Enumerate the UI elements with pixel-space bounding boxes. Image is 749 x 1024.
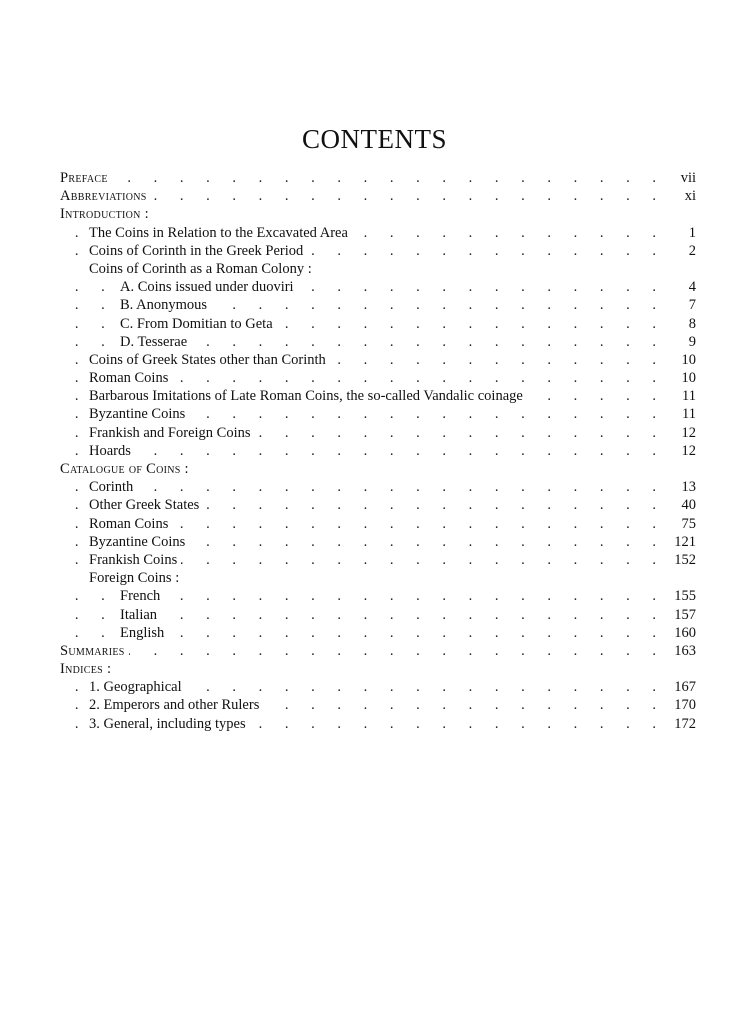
toc-entry-title: A. Coins issued under duoviri <box>120 279 298 295</box>
toc-page-number: 11 <box>678 387 696 405</box>
toc-entry[interactable] <box>60 387 696 405</box>
toc-entry-title: French <box>120 588 164 604</box>
toc-entry-title: Frankish and Foreign Coins <box>89 425 255 441</box>
toc-entry-title: 3. General, including types <box>89 716 250 732</box>
toc-entry-title: Introduction : <box>60 206 153 222</box>
toc-entry[interactable] <box>60 587 696 605</box>
toc-entry[interactable] <box>60 496 696 514</box>
toc-page-number: 8 <box>685 315 696 333</box>
toc-page-number: 163 <box>670 642 696 660</box>
dot-leader <box>60 187 696 205</box>
toc-entry-title: Hoards <box>89 443 135 459</box>
toc-entry[interactable] <box>60 678 696 696</box>
toc-entry[interactable] <box>60 296 696 314</box>
toc-page-number: 75 <box>678 515 697 533</box>
toc-entry[interactable] <box>60 242 696 260</box>
toc-page-number: 40 <box>678 496 697 514</box>
page-title: CONTENTS <box>302 124 447 154</box>
toc-entry-title: Roman Coins <box>89 370 172 386</box>
toc-entry-title: 1. Geographical <box>89 679 186 695</box>
dot-leader <box>60 442 696 460</box>
toc-entry-title: B. Anonymous <box>120 297 211 313</box>
toc-entry-title: C. From Domitian to Geta <box>120 316 277 332</box>
toc-page-number: 157 <box>670 606 696 624</box>
toc-entry[interactable] <box>60 642 696 660</box>
toc-entry[interactable] <box>60 478 696 496</box>
toc-page-number: 152 <box>670 551 696 569</box>
toc-entry[interactable] <box>60 660 696 678</box>
toc-entry-title: Indices : <box>60 661 115 677</box>
toc-entry[interactable] <box>60 351 696 369</box>
toc-entry-title: Coins of Corinth in the Greek Period <box>89 243 307 259</box>
toc-entry[interactable] <box>60 260 696 278</box>
toc-page-number: 7 <box>685 296 696 314</box>
toc-entry[interactable] <box>60 224 696 242</box>
toc-page-number: 2 <box>685 242 696 260</box>
toc-entry-title: English <box>120 625 168 641</box>
toc-entry[interactable] <box>60 187 696 205</box>
toc-page-number: 121 <box>670 533 696 551</box>
toc-entry-title: 2. Emperors and other Rulers <box>89 697 263 713</box>
toc-entry-title: Roman Coins <box>89 516 172 532</box>
toc-page-number: 12 <box>678 424 697 442</box>
toc-entry-title: Coins of Greek States other than Corinth <box>89 352 330 368</box>
toc-entry-title: Foreign Coins : <box>89 570 183 586</box>
toc-entry-title: Preface <box>60 170 112 186</box>
toc-entry[interactable] <box>60 460 696 478</box>
toc-page-number: 160 <box>670 624 696 642</box>
toc-entry[interactable] <box>60 278 696 296</box>
toc-entry-title: Italian <box>120 607 161 623</box>
toc-entry[interactable] <box>60 424 696 442</box>
dot-leader <box>60 642 696 660</box>
toc-entry[interactable] <box>60 369 696 387</box>
table-of-contents <box>60 169 696 733</box>
dot-leader <box>60 478 696 496</box>
toc-page-number: vii <box>677 169 696 187</box>
toc-entry[interactable] <box>60 606 696 624</box>
toc-page-number: xi <box>681 187 696 205</box>
toc-entry-title: Summaries <box>60 643 129 659</box>
toc-page-number: 172 <box>670 715 696 733</box>
toc-entry-title: Abbreviations <box>60 188 151 204</box>
toc-entry[interactable] <box>60 205 696 223</box>
dot-leader <box>60 169 696 187</box>
toc-entry-title: Corinth <box>89 479 137 495</box>
toc-page-number: 1 <box>685 224 696 242</box>
toc-page-number: 170 <box>670 696 696 714</box>
toc-entry-title: Coins of Corinth as a Roman Colony : <box>89 261 316 277</box>
toc-entry[interactable] <box>60 169 696 187</box>
toc-entry-title: D. Tesserae <box>120 334 191 350</box>
toc-page-number: 4 <box>685 278 696 296</box>
toc-entry-title: The Coins in Relation to the Excavated Area <box>89 225 352 241</box>
toc-entry[interactable] <box>60 624 696 642</box>
toc-entry[interactable] <box>60 315 696 333</box>
toc-entry[interactable] <box>60 515 696 533</box>
toc-page-number: 11 <box>678 405 696 423</box>
toc-page-number: 167 <box>670 678 696 696</box>
toc-entry[interactable] <box>60 533 696 551</box>
toc-entry[interactable] <box>60 405 696 423</box>
toc-entry-title: Byzantine Coins <box>89 406 189 422</box>
toc-page-number: 10 <box>678 351 697 369</box>
toc-entry[interactable] <box>60 696 696 714</box>
toc-entry[interactable] <box>60 333 696 351</box>
toc-entry-title: Byzantine Coins <box>89 534 189 550</box>
toc-page-number: 10 <box>678 369 697 387</box>
toc-page-number: 155 <box>670 587 696 605</box>
toc-entry-title: Catalogue of Coins : <box>60 461 193 477</box>
toc-entry-title: Other Greek States <box>89 497 203 513</box>
toc-entry-title: Frankish Coins <box>89 552 181 568</box>
toc-page-number: 12 <box>678 442 697 460</box>
toc-entry[interactable] <box>60 442 696 460</box>
toc-entry[interactable] <box>60 715 696 733</box>
toc-entry[interactable] <box>60 569 696 587</box>
toc-page-number: 13 <box>678 478 697 496</box>
toc-entry[interactable] <box>60 551 696 569</box>
toc-page-number: 9 <box>685 333 696 351</box>
toc-entry-title: Barbarous Imitations of Late Roman Coins, the so-called Vandalic coinage <box>89 388 527 404</box>
